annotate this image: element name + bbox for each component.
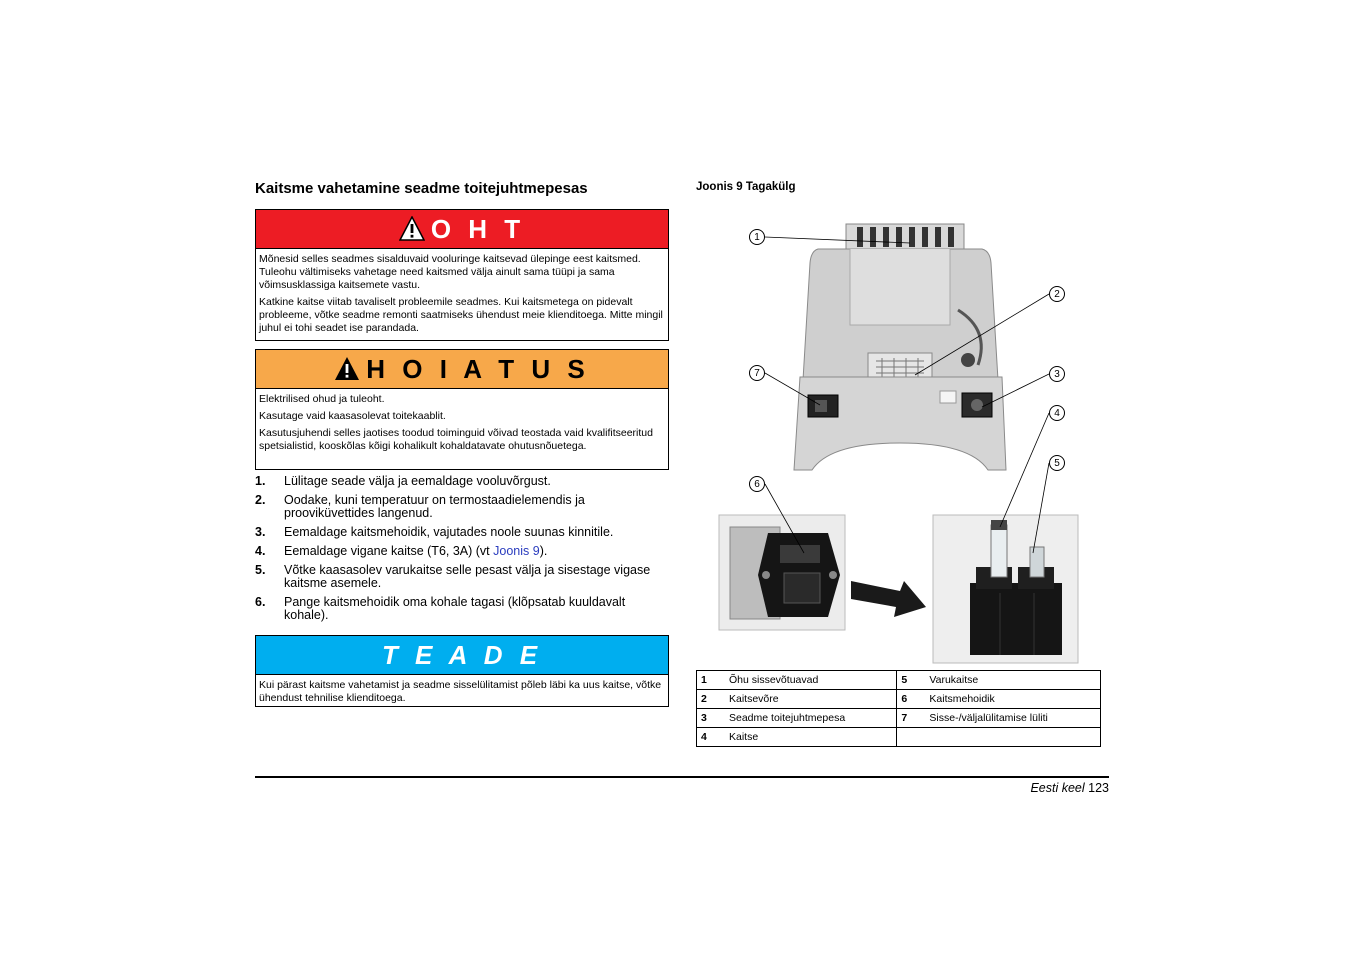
warning-box [255,349,669,470]
callout-6: 6 [749,476,765,492]
step-item: 3. Eemaldage kaitsmehoidik, vajutades noole suunas kinnitile. [255,525,614,539]
notice-box [255,635,669,707]
table-row: 2 Kaitsevõre 6 Kaitsmehoidik [697,690,1101,709]
step-item: 5. Võtke kaasasolev varukaitse selle pesast välja ja sisestage vigase kaitsme asemele. [255,563,651,590]
table-row: 1 Õhu sissevõtuavad 5 Varukaitse [697,671,1101,690]
warning-triangle-icon [334,356,360,382]
callout-2: 2 [1049,286,1065,302]
warning-header [256,350,668,389]
callout-4: 4 [1049,405,1065,421]
footer-language: Eesti keel [1030,781,1085,795]
footer-rule [255,776,1109,778]
step-item: 4. Eemaldage vigane kaitse (T6, 3A) (vt Joonis 9). [255,544,548,558]
figure-link[interactable]: Joonis 9 [493,544,540,558]
callout-5: 5 [1049,455,1065,471]
callout-7: 7 [749,365,765,381]
page-number: 123 [1088,781,1109,795]
section-title: Kaitsme vahetamine seadme toitejuhtmepesas [255,180,588,197]
warning-label: H O I A T U S [366,353,590,384]
danger-header [256,210,668,249]
step-item: 6. Pange kaitsmehoidik oma kohale tagasi (klõpsatab kuuldavalt kohale). [255,595,626,622]
callout-1: 1 [749,229,765,245]
step-item: 1. Lülitage seade välja ja eemaldage vooluvõrgust. [255,474,551,488]
danger-paragraph: Mõnesid selles seadmes sisalduvaid vooluringe kaitsevad ülepinge eest kaitsmed. Tuleohu vältimiseks vahetage need kaitsmed välja ainult sama tüüpi ja sama võimsusklassiga kaitsemete vastu. [259,253,641,291]
warning-paragraph: Kasutusjuhendi selles jaotises toodud toiminguid võivad teostada vaid kvalifitseeritud spetsialistid, kooskõlas kõigi kohalikult kohaldatavate ohutusnõuetega. [259,427,653,452]
device-illustration [700,215,1100,665]
table-row: 4 Kaitse [697,728,1101,747]
warning-paragraph: Elektrilised ohud ja tuleoht. [259,393,385,405]
warning-triangle-icon [399,216,425,242]
table-row: 3 Seadme toitejuhtmepesa 7 Sisse-/väljalülitamise lüliti [697,709,1101,728]
notice-paragraph: Kui pärast kaitsme vahetamist ja seadme sisselülitamist põleb läbi ka uus kaitse, võtke ühendust tehnilise klienditoega. [259,679,662,704]
procedure-steps [255,475,669,628]
step-item: 2. Oodake, kuni temperatuur on termostaadielemendis ja prooviküvettides langenud. [255,493,585,520]
arrow-icon [851,581,926,617]
danger-box [255,209,669,341]
callout-3: 3 [1049,366,1065,382]
page-footer [1030,781,1109,795]
figure-legend-table [696,670,1101,747]
figure-caption: Joonis 9 Tagakülg [696,181,796,193]
warning-paragraph: Kasutage vaid kaasasolevat toitekaablit. [259,410,446,422]
device-base [794,377,1006,470]
danger-paragraph: Katkine kaitse viitab tavaliselt probleemile seadmes. Kui kaitsmetega on pidevalt probleeme, võtke seadme remonti saatmiseks ühendust meie klienditoega. Mitte mingil juhul ei tohi seadet ise parandada. [259,296,663,334]
danger-label: O H T [430,213,526,244]
air-vent [846,224,964,249]
notice-header [256,636,668,675]
notice-label: T E A D E [381,639,543,670]
